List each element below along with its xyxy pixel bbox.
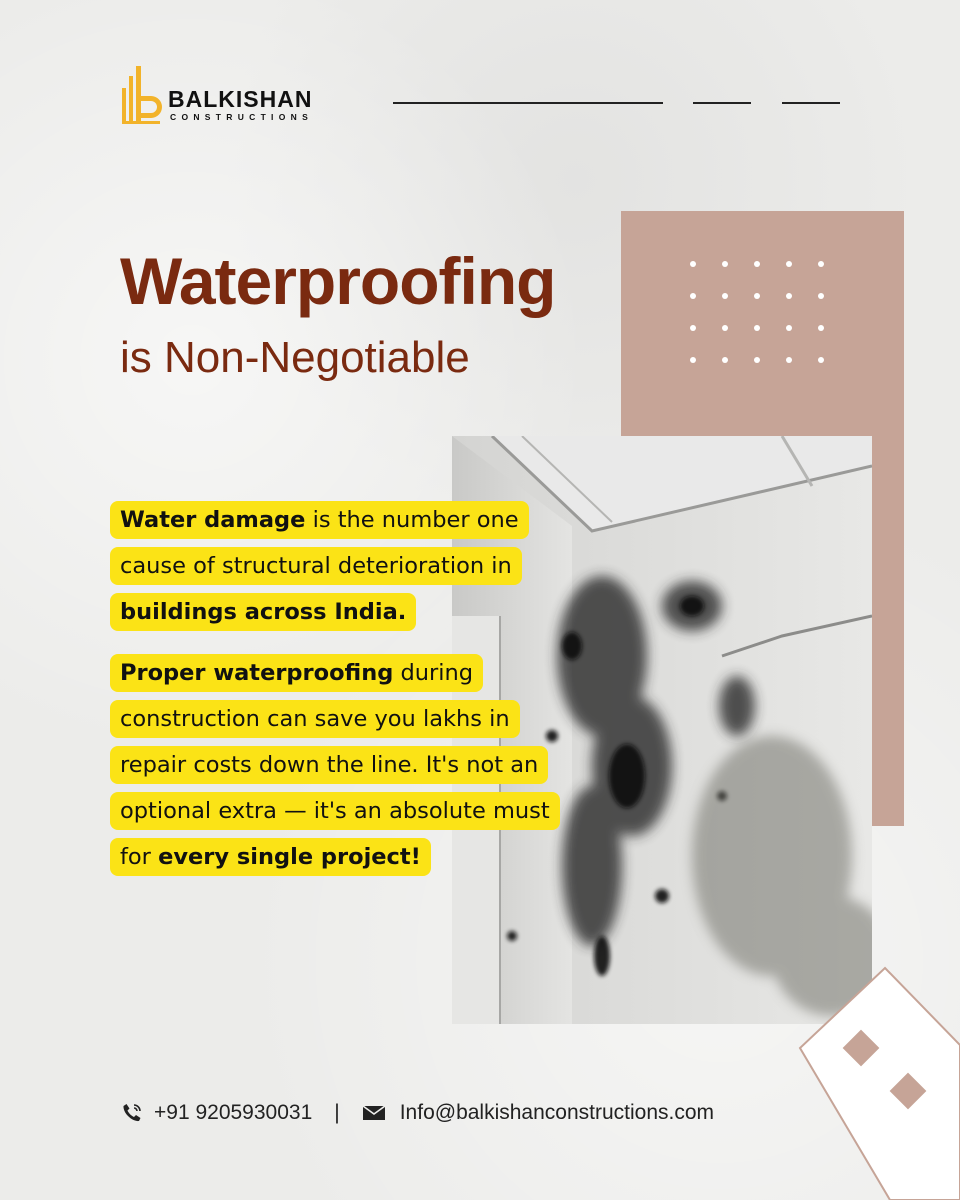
separator: | [334,1101,340,1124]
decorative-dot [722,357,728,363]
decorative-dot [818,293,824,299]
page-subtitle: is Non-Negotiable [120,333,470,382]
body-text: is the number one cause of structural deterioration in [120,507,519,579]
dot-grid [690,261,835,373]
decorative-dot [754,357,760,363]
decorative-dot [818,325,824,331]
decorative-dot [690,325,696,331]
decorative-dot [690,293,696,299]
brand-tagline: CONSTRUCTIONS [170,112,314,122]
decorative-dot [754,325,760,331]
bold-text: buildings across India. [120,599,407,625]
contact-phone[interactable]: +91 9205930031 [154,1101,313,1124]
decorative-dot [722,293,728,299]
decorative-dot [754,293,760,299]
decorative-dot [786,261,792,267]
header-line [693,102,751,104]
brand-logo [120,66,340,128]
contact-email[interactable]: Info@balkishanconstructions.com [399,1101,715,1124]
decorative-diamonds [790,960,960,1200]
decorative-dot [786,357,792,363]
mail-icon [362,1101,386,1125]
decorative-dot [690,261,696,267]
paragraph-proper-waterproofing [110,650,560,880]
decorative-dot [690,357,696,363]
bold-text: Proper waterproofing [120,660,394,686]
brand-name: BALKISHAN [168,86,313,112]
header-line [782,102,840,104]
decorative-dot [818,261,824,267]
body-text: during construction can save you lakhs in repair costs down the line. It's not an optional extra — it's an absolute must for [120,660,550,870]
page-title: Waterproofing [120,244,556,318]
header-line [393,102,663,104]
decorative-dot [722,325,728,331]
decorative-dot [786,325,792,331]
bold-text: every single project! [158,844,421,870]
building-logo-icon [120,66,164,126]
decorative-dot [754,261,760,267]
decorative-dot [722,261,728,267]
paragraph-water-damage [110,497,580,635]
phone-icon [120,1101,144,1125]
bold-text: Water damage [120,507,306,533]
contact-footer [120,1098,714,1128]
decorative-dot [786,293,792,299]
decorative-dot [818,357,824,363]
